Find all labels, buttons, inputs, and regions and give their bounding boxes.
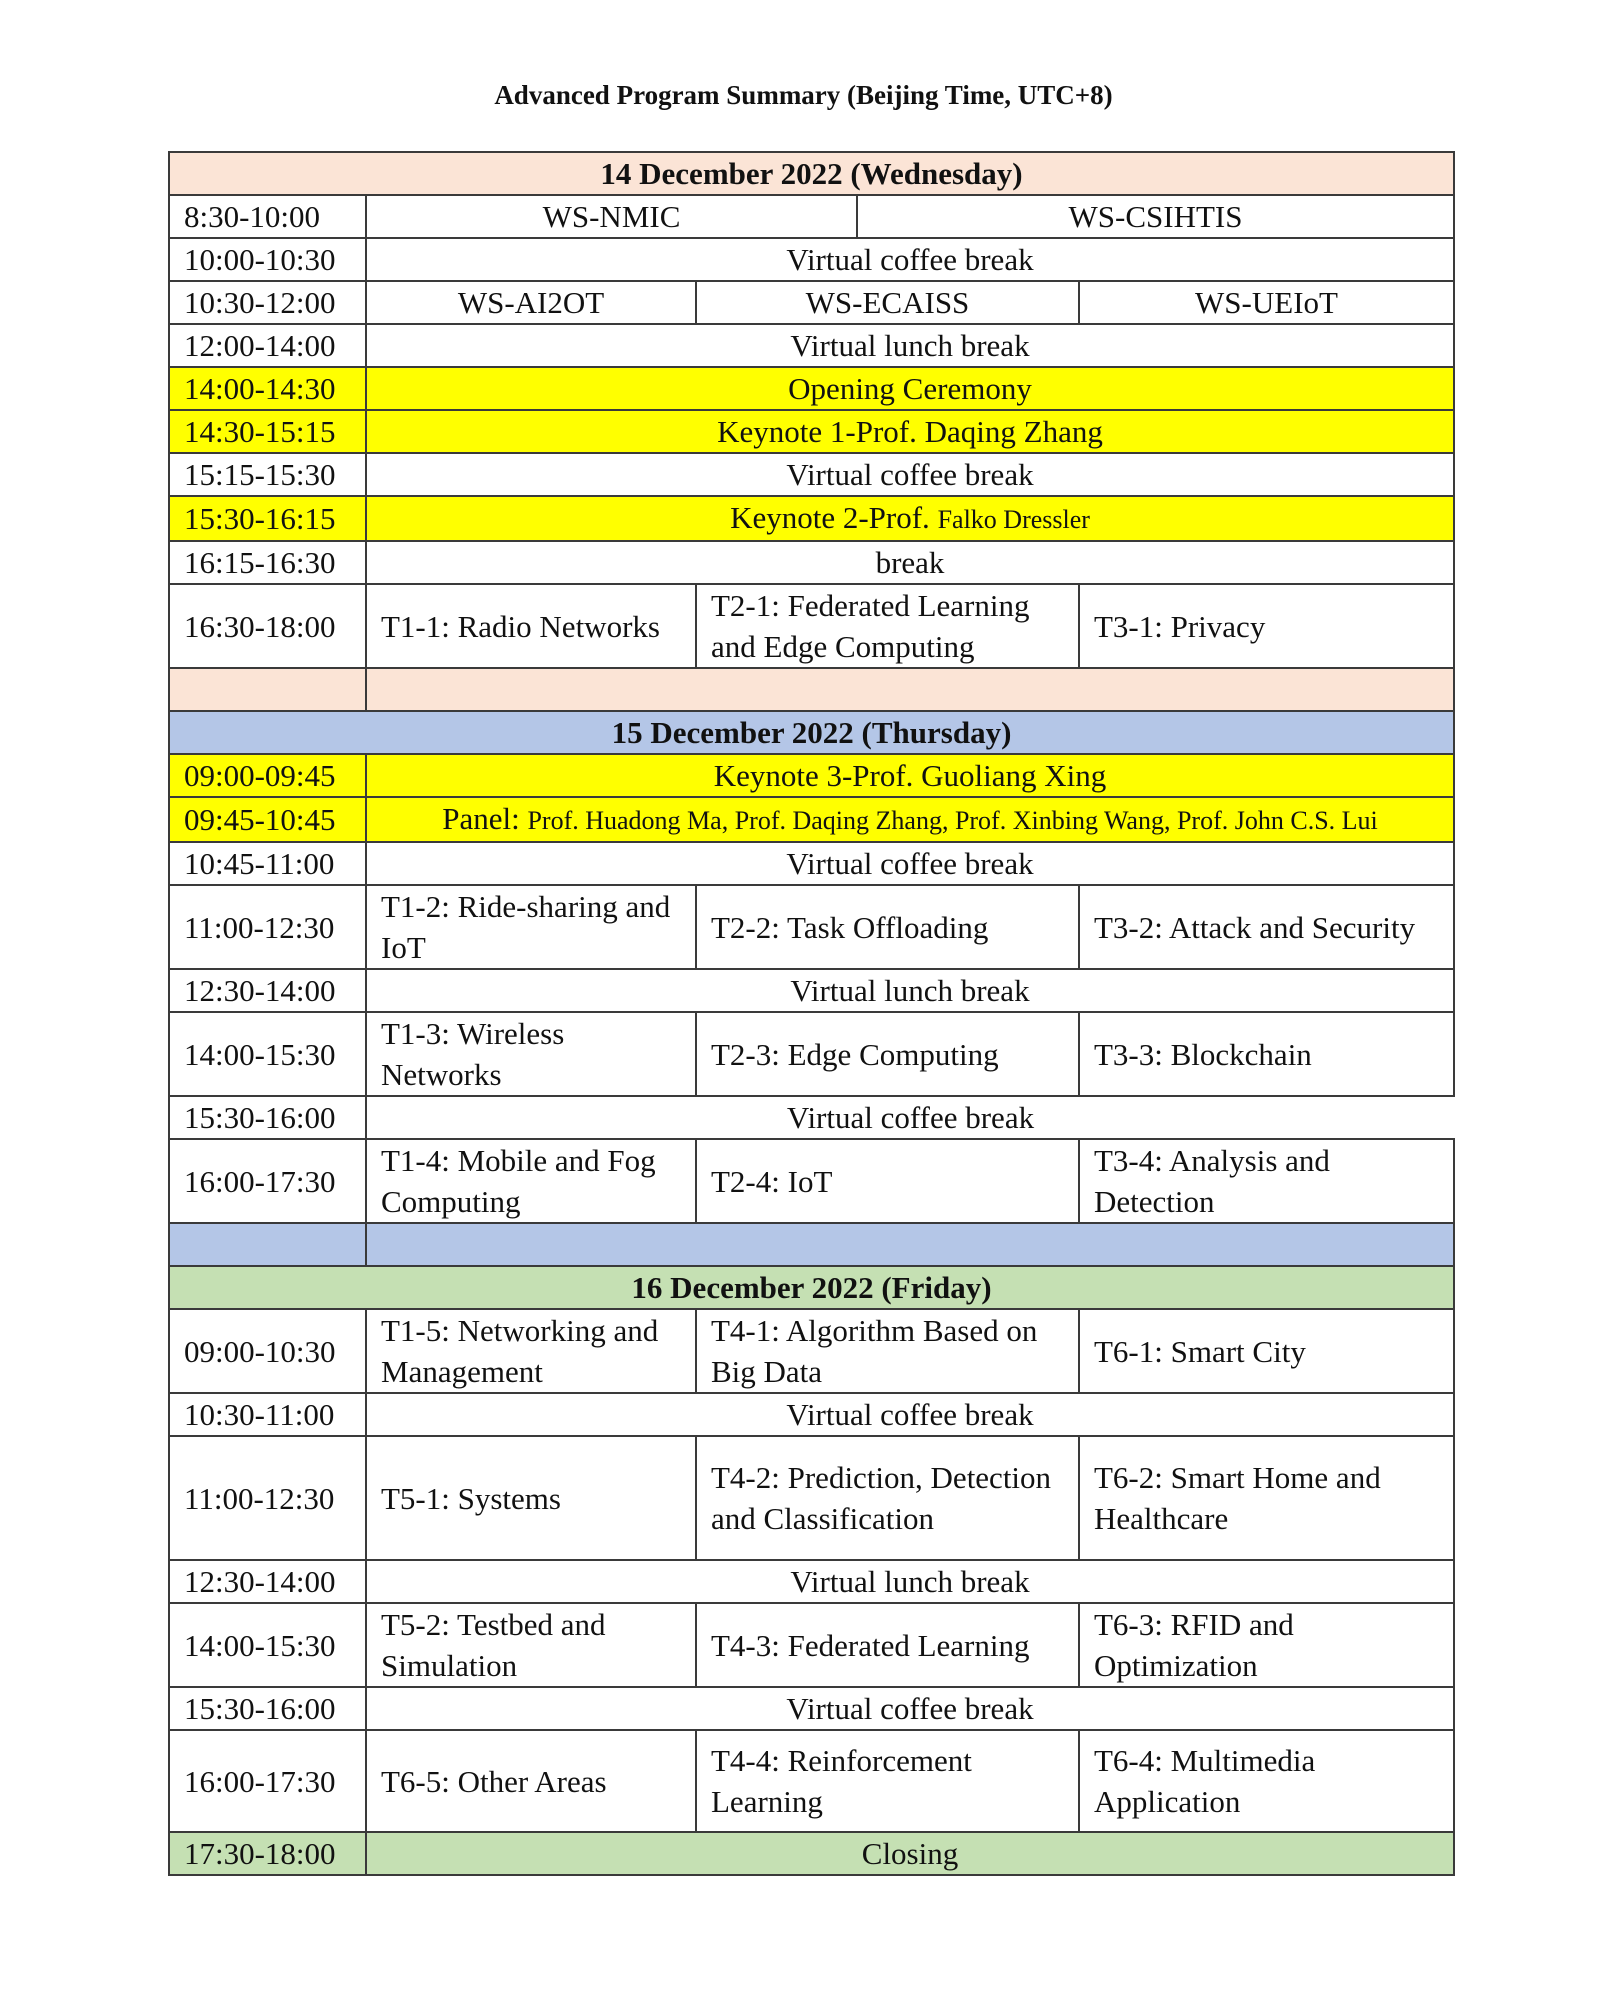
- schedule-row-highlight: [169, 410, 1454, 453]
- session-cell: T6-2: Smart Home and Healthcare: [1079, 1436, 1454, 1560]
- session-cell: T4-2: Prediction, Detection and Classification: [696, 1436, 1079, 1560]
- spacer-cell: [169, 668, 366, 711]
- schedule-row: [169, 1393, 1454, 1436]
- break-cell: Virtual coffee break: [366, 1393, 1454, 1436]
- session-cell: WS-NMIC: [366, 195, 857, 238]
- spacer-cell: [169, 1223, 366, 1266]
- panel-members: Prof. Huadong Ma, Prof. Daqing Zhang, Prof. Xinbing Wang, Prof. John C.S. Lui: [527, 806, 1378, 835]
- time-slot: 14:30-15:15: [169, 410, 366, 453]
- session-cell: T1-4: Mobile and Fog Computing: [366, 1139, 696, 1223]
- break-cell: Virtual coffee break: [366, 453, 1454, 496]
- time-slot: 09:00-09:45: [169, 754, 366, 797]
- schedule-row: [169, 238, 1454, 281]
- time-slot: 15:30-16:00: [169, 1687, 366, 1730]
- time-slot: 8:30-10:00: [169, 195, 366, 238]
- session-cell: T2-2: Task Offloading: [696, 885, 1079, 969]
- session-cell: T6-3: RFID and Optimization: [1079, 1603, 1454, 1687]
- day-header-row: [169, 152, 1454, 195]
- day-header-row: [169, 711, 1454, 754]
- panel-label: Panel:: [442, 801, 528, 836]
- break-cell: Virtual coffee break: [366, 1687, 1454, 1730]
- session-cell: T5-1: Systems: [366, 1436, 696, 1560]
- time-slot: 16:00-17:30: [169, 1139, 366, 1223]
- schedule-row: [169, 1560, 1454, 1603]
- session-cell: T1-3: Wireless Networks: [366, 1012, 696, 1096]
- time-slot: 15:30-16:00: [169, 1096, 366, 1139]
- keynote-cell: [366, 496, 1454, 541]
- time-slot: 10:30-11:00: [169, 1393, 366, 1436]
- session-cell: T3-1: Privacy: [1079, 584, 1454, 668]
- time-slot: 16:30-18:00: [169, 584, 366, 668]
- closing-cell: Closing: [366, 1832, 1454, 1875]
- schedule-row: [169, 281, 1454, 324]
- session-cell: T3-4: Analysis and Detection: [1079, 1139, 1454, 1223]
- schedule-row: [169, 1139, 1454, 1223]
- schedule-row: [169, 969, 1454, 1012]
- time-slot: 09:45-10:45: [169, 797, 366, 842]
- spacer-row: [169, 1223, 1454, 1266]
- schedule-row-highlight: [169, 367, 1454, 410]
- session-cell: T6-1: Smart City: [1079, 1309, 1454, 1393]
- time-slot: 15:30-16:15: [169, 496, 366, 541]
- panel-cell: [366, 797, 1454, 842]
- session-cell: T6-4: Multimedia Application: [1079, 1730, 1454, 1832]
- break-cell: Virtual lunch break: [366, 324, 1454, 367]
- session-cell: T2-3: Edge Computing: [696, 1012, 1079, 1096]
- keynote-cell: Keynote 1-Prof. Daqing Zhang: [366, 410, 1454, 453]
- session-cell: T4-1: Algorithm Based on Big Data: [696, 1309, 1079, 1393]
- session-cell: T4-4: Reinforcement Learning: [696, 1730, 1079, 1832]
- session-cell: T3-2: Attack and Security: [1079, 885, 1454, 969]
- day-header: 15 December 2022 (Thursday): [169, 711, 1454, 754]
- schedule-row: [169, 1730, 1454, 1832]
- session-cell: WS-CSIHTIS: [857, 195, 1454, 238]
- session-cell: WS-ECAISS: [696, 281, 1079, 324]
- program-table: [168, 151, 1455, 1876]
- spacer-cell: [366, 668, 1454, 711]
- time-slot: 15:15-15:30: [169, 453, 366, 496]
- spacer-cell: [366, 1223, 1454, 1266]
- schedule-row: [169, 1096, 1454, 1139]
- session-cell: T4-3: Federated Learning: [696, 1603, 1079, 1687]
- session-cell: T1-2: Ride-sharing and IoT: [366, 885, 696, 969]
- time-slot: 16:00-17:30: [169, 1730, 366, 1832]
- break-cell: Virtual lunch break: [366, 1560, 1454, 1603]
- session-cell: T5-2: Testbed and Simulation: [366, 1603, 696, 1687]
- schedule-row-highlight: [169, 797, 1454, 842]
- session-cell: WS-UEIoT: [1079, 281, 1454, 324]
- schedule-row: [169, 1012, 1454, 1096]
- spacer-row: [169, 668, 1454, 711]
- time-slot: 12:00-14:00: [169, 324, 366, 367]
- keynote-cell: Keynote 3-Prof. Guoliang Xing: [366, 754, 1454, 797]
- time-slot: 17:30-18:00: [169, 1832, 366, 1875]
- schedule-row: [169, 453, 1454, 496]
- break-cell: Virtual lunch break: [366, 969, 1454, 1012]
- break-cell: Virtual coffee break: [366, 238, 1454, 281]
- break-cell: Virtual coffee break: [366, 842, 1454, 885]
- schedule-row: [169, 885, 1454, 969]
- break-cell: break: [366, 541, 1454, 584]
- page-title: Advanced Program Summary (Beijing Time, UTC+8): [494, 80, 1113, 110]
- day-header: 16 December 2022 (Friday): [169, 1266, 1454, 1309]
- schedule-row: [169, 1309, 1454, 1393]
- time-slot: 11:00-12:30: [169, 885, 366, 969]
- time-slot: 09:00-10:30: [169, 1309, 366, 1393]
- schedule-row: [169, 842, 1454, 885]
- day-header: 14 December 2022 (Wednesday): [169, 152, 1454, 195]
- break-cell: Virtual coffee break: [366, 1096, 1454, 1139]
- schedule-row-highlight: [169, 496, 1454, 541]
- session-cell: T3-3: Blockchain: [1079, 1012, 1454, 1096]
- schedule-row: [169, 541, 1454, 584]
- time-slot: 12:30-14:00: [169, 1560, 366, 1603]
- schedule-row-highlight: [169, 1832, 1454, 1875]
- time-slot: 12:30-14:00: [169, 969, 366, 1012]
- time-slot: 10:00-10:30: [169, 238, 366, 281]
- time-slot: 14:00-15:30: [169, 1012, 366, 1096]
- time-slot: 16:15-16:30: [169, 541, 366, 584]
- session-cell: T2-4: IoT: [696, 1139, 1079, 1223]
- schedule-row: [169, 324, 1454, 367]
- session-cell: T2-1: Federated Learning and Edge Computing: [696, 584, 1079, 668]
- keynote-speaker: Falko Dressler: [937, 505, 1090, 534]
- time-slot: 14:00-15:30: [169, 1603, 366, 1687]
- schedule-row: [169, 1603, 1454, 1687]
- day-header-row: [169, 1266, 1454, 1309]
- time-slot: 14:00-14:30: [169, 367, 366, 410]
- schedule-row: [169, 195, 1454, 238]
- schedule-row-highlight: [169, 754, 1454, 797]
- ceremony-cell: Opening Ceremony: [366, 367, 1454, 410]
- time-slot: 11:00-12:30: [169, 1436, 366, 1560]
- schedule-row: [169, 1436, 1454, 1560]
- schedule-row: [169, 584, 1454, 668]
- session-cell: T1-5: Networking and Management: [366, 1309, 696, 1393]
- session-cell: WS-AI2OT: [366, 281, 696, 324]
- schedule-row: [169, 1687, 1454, 1730]
- time-slot: 10:45-11:00: [169, 842, 366, 885]
- keynote-prefix: Keynote 2-Prof.: [730, 500, 938, 535]
- session-cell: T6-5: Other Areas: [366, 1730, 696, 1832]
- session-cell: T1-1: Radio Networks: [366, 584, 696, 668]
- time-slot: 10:30-12:00: [169, 281, 366, 324]
